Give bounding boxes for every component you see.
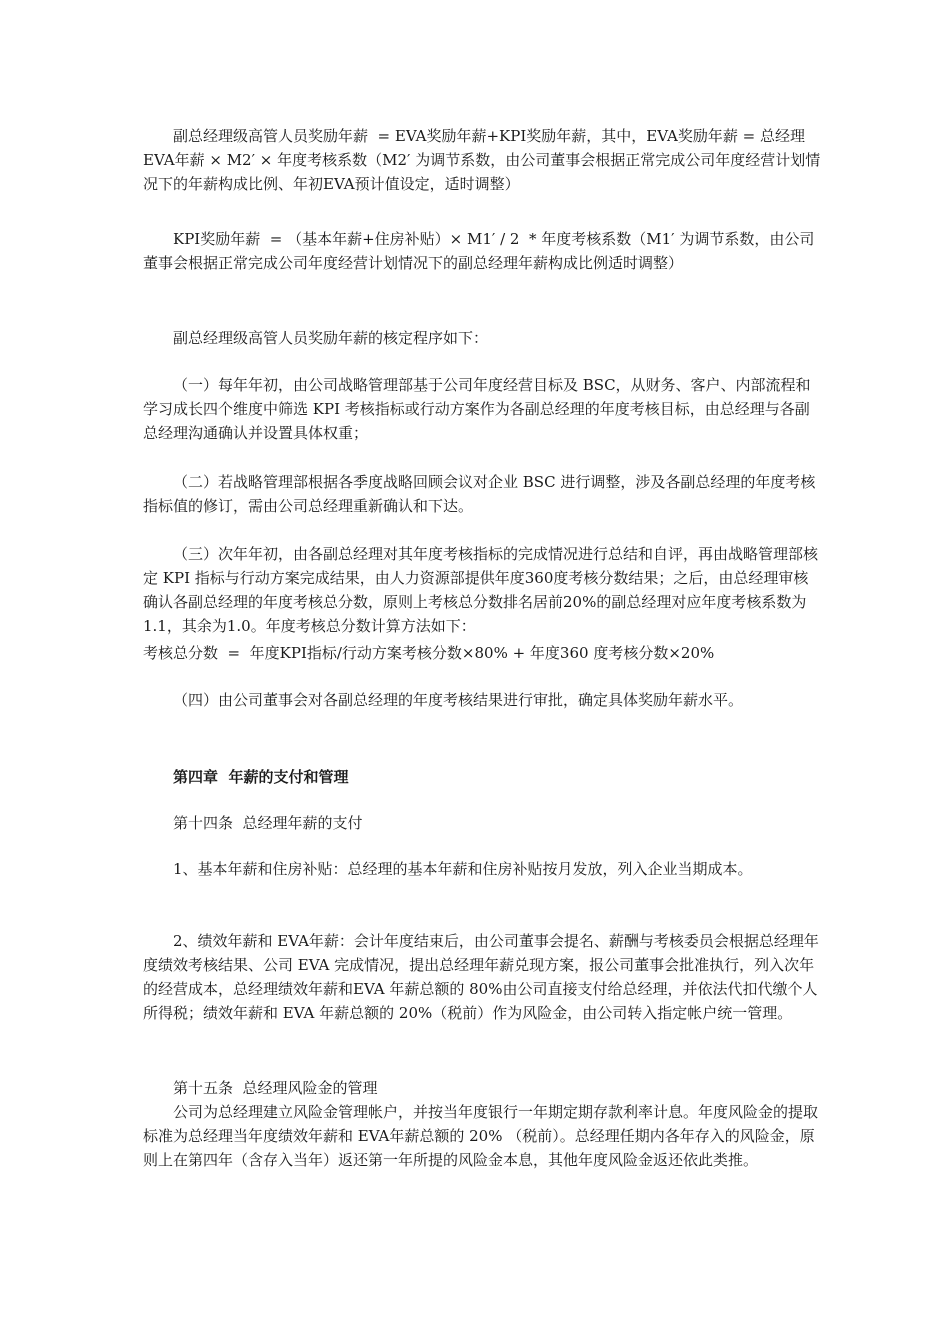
paragraph-kpi-bonus: KPI奖励年薪 = （基本年薪+住房补贴）× M1′ / 2 * 年度考核系数（M1′ 为调节系数，由公司董事会根据正常完成公司年度经营计划情况下的副总经理年薪构成比例适时调整） [143,230,815,272]
paragraph-step-4: （四）由公司董事会对各副总经理的年度考核结果进行审批，确定具体奖励年薪水平。 [173,691,744,709]
article-14-item-2: 2、绩效年薪和 EVA年薪：会计年度结束后，由公司董事会提名、薪酬与考核委员会根据总经理年度绩效考核结果、公司 EVA 完成情况，提出总经理年薪兑现方案，报公司董事会批准执行，列入次年的经营成本，总经理绩效年薪和EVA 年薪总额的 80%由公司直接支付给总经理，并依法代扣代缴个人所得税；绩效年薪和 EVA 年薪总额的 20%（税前）作为风险金，由公司转入指定帐户统一管理。 [143,932,819,1022]
paragraph-step-2: （二）若战略管理部根据各季度战略回顾会议对企业 BSC 进行调整，涉及各副总经理的年度考核指标值的修订，需由公司总经理重新确认和下达。 [143,473,816,515]
paragraph-step-1: （一）每年年初，由公司战略管理部基于公司年度经营目标及 BSC，从财务、客户、内部流程和学习成长四个维度中筛选 KPI 考核指标或行动方案作为各副总经理的年度考核目标，由总经理与各副总经理沟通确认并设置具体权重； [143,376,811,442]
paragraph-step-3: （三）次年年初，由各副总经理对其年度考核指标的完成情况进行总结和自评，再由战略管理部核定 KPI 指标与行动方案完成结果，由人力资源部提供年度360度考核分数结果；之后，由总经理审核确认各副总经理的年度考核总分数，原则上考核总分数排名居前20%的副总经理对应年度考核系数为 1.1，其余为1.0。年度考核总分数计算方法如下： [143,545,819,635]
chapter-title: 第四章 年薪的支付和管理 [173,768,349,786]
paragraph-eva-bonus: 副总经理级高管人员奖励年薪 = EVA奖励年薪+KPI奖励年薪，其中，EVA奖励年薪 = 总经理 EVA年薪 × M2′ × 年度考核系数（M2′ 为调节系数，由公司董事会根据正常完成公司年度经营计划情况下的年薪构成比例、年初EVA预计值设定，适时调整） [143,127,821,193]
article-14-item-1: 1、基本年薪和住房补贴：总经理的基本年薪和住房补贴按月发放，列入企业当期成本。 [173,860,753,878]
article-15-title: 第十五条 总经理风险金的管理 [173,1079,378,1097]
paragraph-procedure-intro: 副总经理级高管人员奖励年薪的核定程序如下： [173,329,489,347]
article-14-title: 第十四条 总经理年薪的支付 [173,814,363,832]
paragraph-score-formula: 考核总分数 = 年度KPI指标/行动方案考核分数×80% + 年度360 度考核分数×20% [143,644,715,662]
article-15-body: 公司为总经理建立风险金管理帐户，并按当年度银行一年期定期存款利率计息。年度风险金的提取标准为总经理当年度绩效年薪和 EVA年薪总额的 20% （税前）。总经理任期内各年存入的风险金，原则上在第四年（含存入当年）返还第一年所提的风险金本息，其他年度风险金返还依此类推。 [143,1103,819,1169]
